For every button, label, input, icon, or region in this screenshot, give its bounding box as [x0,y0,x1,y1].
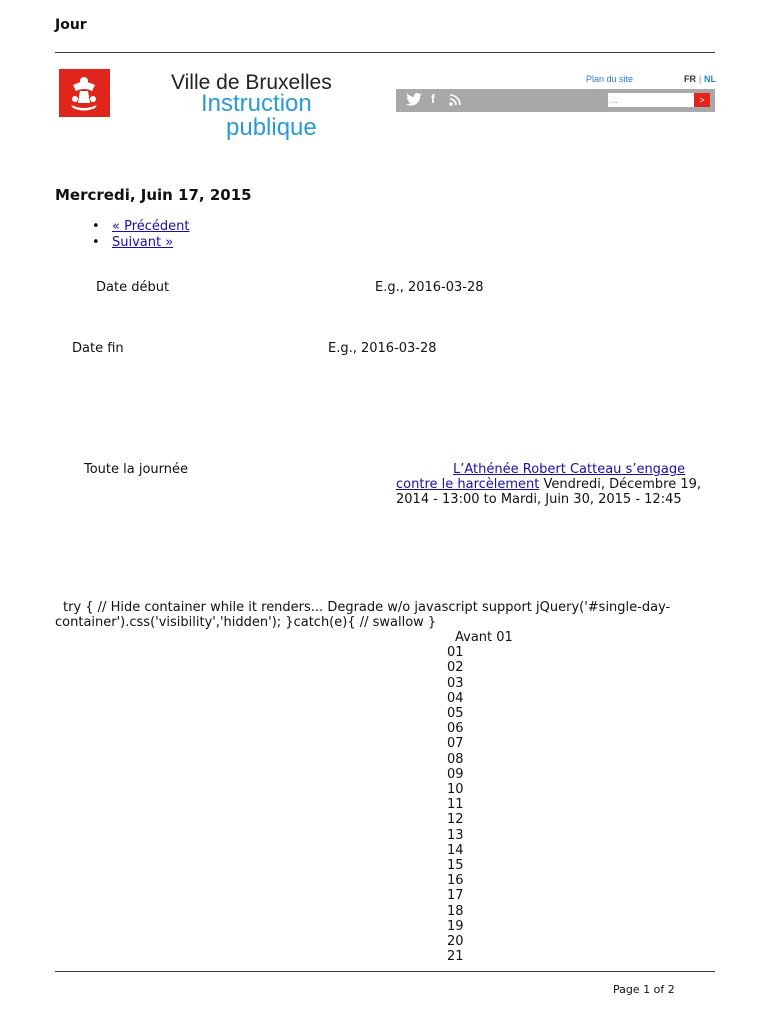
hour-row: 03 [447,675,464,691]
hour-row: 20 [447,934,464,949]
hour-row: 18 [447,903,464,919]
hour-row: 17 [447,888,464,904]
event-entry [396,462,716,507]
hour-row: 14 [447,842,464,858]
bullet-icon: • [92,235,100,250]
hour-row: 19 [447,918,464,934]
pager-item-prev [92,219,190,235]
page-number: Page 1 of 2 [613,983,675,996]
hour-row: Avant 01 [455,630,513,645]
brand-subtitle-line1: Instruction [201,90,312,117]
top-divider [55,52,715,53]
next-link[interactable]: Suivant » [112,235,174,250]
language-nl[interactable]: NL [704,74,716,84]
date-end-hint: E.g., 2016-03-28 [328,341,437,356]
date-start-hint: E.g., 2016-03-28 [375,280,484,295]
hour-row: 04 [447,690,464,706]
hour-row: 10 [447,782,464,797]
twitter-icon[interactable] [406,93,422,109]
city-logo[interactable] [59,69,110,117]
all-day-label: Toute la journée [84,462,189,477]
language-fr[interactable]: FR [684,74,696,84]
bullet-icon: • [92,219,100,234]
language-separator: | [699,74,702,84]
event-title-link[interactable]: L’Athénée Robert Catteau s’engage contre le harcèlement [396,462,686,492]
hour-row: 21 [447,949,464,965]
sitemap-link[interactable]: Plan du site [586,74,634,84]
search-input[interactable] [608,93,694,107]
hour-row: 16 [447,873,464,889]
hour-row: 06 [447,721,464,737]
page-title: Jour [55,17,87,33]
facebook-icon[interactable]: f [431,92,435,106]
bottom-divider [55,971,715,972]
hour-row: 12 [447,812,464,828]
hour-row: 08 [447,751,464,767]
hour-row: 11 [447,797,464,813]
hour-row: 13 [447,827,464,843]
hour-row: 09 [447,766,464,782]
hour-row: 07 [447,736,464,752]
hour-row: 15 [447,858,464,873]
pager-item-next [92,235,190,251]
brand-title: Ville de Bruxelles [171,71,332,94]
brand-subtitle-line2: publique [226,114,317,141]
pager [92,219,190,251]
event-dates: Vendredi, Décembre 19, 2014 - 13:00 to Mardi, Juin 30, 2015 - 12:45 [396,477,702,507]
header-bar [396,89,715,112]
hour-row: 05 [447,706,464,721]
date-start-label: Date début [96,280,170,295]
rss-icon[interactable] [449,93,462,109]
hour-row: 02 [447,660,464,676]
previous-link[interactable]: « Précédent [112,219,190,234]
search-button[interactable]: > [694,93,710,107]
hour-row: 01 [447,645,464,661]
date-end-label: Date fin [72,341,124,356]
day-heading: Mercredi, Juin 17, 2015 [55,186,252,204]
script-fallback-text: try { // Hide container while it renders... Degrade w/o javascript support jQuery('#single-day-container').css('visibility','hidden'); }catch(e){ // swallow } [55,600,671,630]
